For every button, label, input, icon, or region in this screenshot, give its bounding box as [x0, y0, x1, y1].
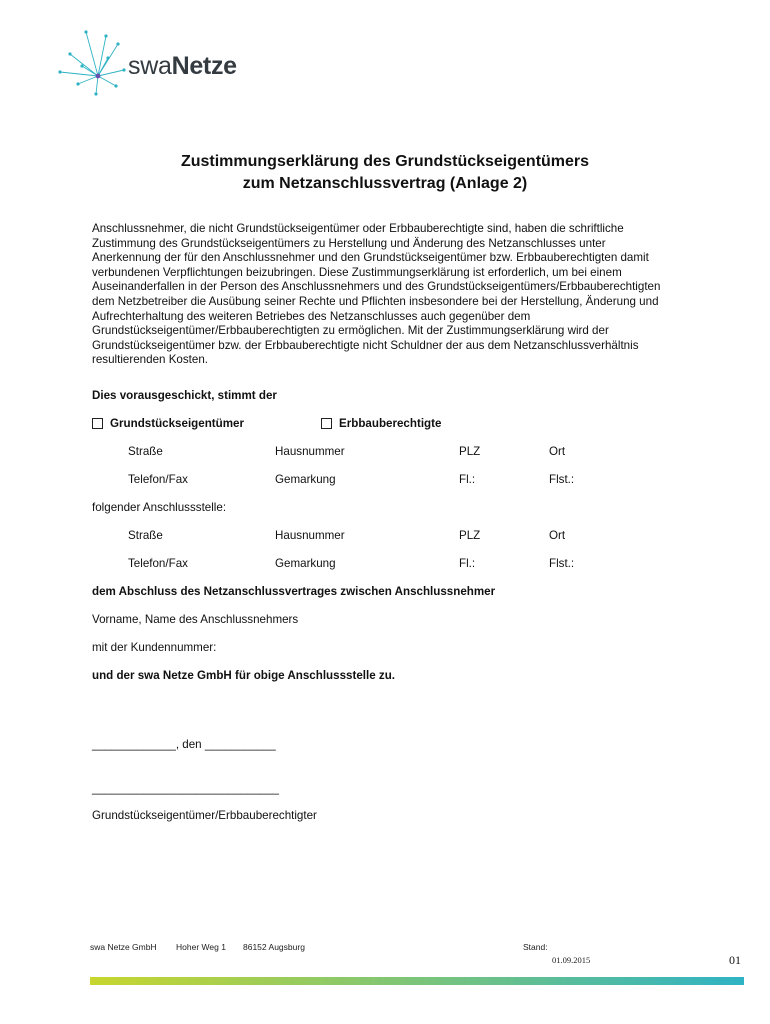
logo-wordmark — [128, 52, 237, 81]
footer-color-stripe — [90, 977, 744, 985]
field2-city-label: Ort — [549, 529, 566, 542]
applicant-name-label: Vorname, Name des Anschlussnehmers — [92, 613, 299, 626]
field1-city-label: Ort — [549, 445, 566, 458]
field2-number-label: Hausnummer — [275, 529, 345, 542]
field1-street-label: Straße — [128, 445, 163, 458]
agreement-text: und der swa Netze GmbH für obige Anschlussstelle zu. — [92, 669, 395, 682]
field2-zip-label: PLZ — [459, 529, 481, 542]
swa-netze-logo-mark — [56, 30, 128, 102]
field2-street-label: Straße — [128, 529, 163, 542]
date-place-line: _____________, den ___________ — [92, 738, 276, 751]
intro-paragraph: Anschlussnehmer, die nicht Grundstückseigentümer oder Erbbauberechtigte sind, haben die schriftliche Zustimmung des Grundstückseigentümers zu Herstellung und Änderung des Netzanschlusses unter Anerkennung der für den Anschlussnehmer und den Grundstückseigentümer bzw. Erbbauberechtigten damit verbundenen Verpflichtungen beizubringen. Diese Zustimmungserklärung ist erforderlich, um bei einem Auseinanderfallen in der Person des Anschlussnehmers und des Grundstückseigentümers/Erbbauberechtigten dem Netzbetreiber die Ausübung seiner Rechte und Pflichten insbesondere bei der Herstellung, Änderung und Aufrechterhaltung des weiteren Betriebes des Netzanschlusses auch gegenüber dem Grundstückseigentümer/Erbbauberechtigten zu ermöglichen. Mit der Zustimmungserklärung wird der Grundstückseigentümer bzw. der Erbbauberechtigte nicht Schuldner der aus dem Netzanschlussverhältnis resultierenden Kosten. — [92, 222, 661, 367]
field1-number-label: Hausnummer — [275, 445, 345, 458]
field2-phone-label: Telefon/Fax — [128, 557, 188, 570]
field2-fl-label: Fl.: — [459, 557, 476, 570]
logo-word-netze: Netze — [171, 52, 237, 80]
footer-stand-date: 01.09.2015 — [552, 955, 591, 965]
conclusion-text: dem Abschluss des Netzanschlussvertrages zwischen Anschlussnehmer — [92, 585, 496, 598]
field1-flst-label: Flst.: — [549, 473, 575, 486]
following-label: folgender Anschlussstelle: — [92, 501, 227, 514]
document-title-line1: Zustimmungserklärung des Grundstückseigentümers — [180, 153, 590, 170]
field1-zip-label: PLZ — [459, 445, 481, 458]
footer-street: Hoher Weg 1 — [176, 942, 226, 952]
field2-district-label: Gemarkung — [275, 557, 336, 570]
signature-label: Grundstückseigentümer/Erbbauberechtigter — [92, 809, 317, 822]
document-title-line2: zum Netzanschlussvertrag (Anlage 2) — [242, 175, 528, 192]
footer-page-code: 01 — [729, 953, 741, 967]
footer-city: 86152 Augsburg — [243, 942, 305, 952]
lead-text: Dies vorausgeschickt, stimmt der — [92, 389, 277, 402]
customer-number-label: mit der Kundennummer: — [92, 641, 217, 654]
footer-company: swa Netze GmbH — [90, 942, 157, 952]
field1-phone-label: Telefon/Fax — [128, 473, 188, 486]
logo-word-swa: swa — [128, 52, 172, 80]
option-heritable[interactable] — [321, 417, 441, 430]
checkbox-heritable[interactable] — [321, 418, 332, 429]
field1-district-label: Gemarkung — [275, 473, 336, 486]
option-heritable-label: Erbbauberechtigte — [339, 417, 442, 430]
signature-line: _____________________________ — [92, 782, 279, 795]
field1-fl-label: Fl.: — [459, 473, 476, 486]
footer-stand-label: Stand: — [523, 942, 548, 952]
field2-flst-label: Flst.: — [549, 557, 575, 570]
option-owner-label: Grundstückseigentümer — [110, 417, 245, 430]
option-owner[interactable] — [92, 417, 244, 430]
checkbox-owner[interactable] — [92, 418, 103, 429]
